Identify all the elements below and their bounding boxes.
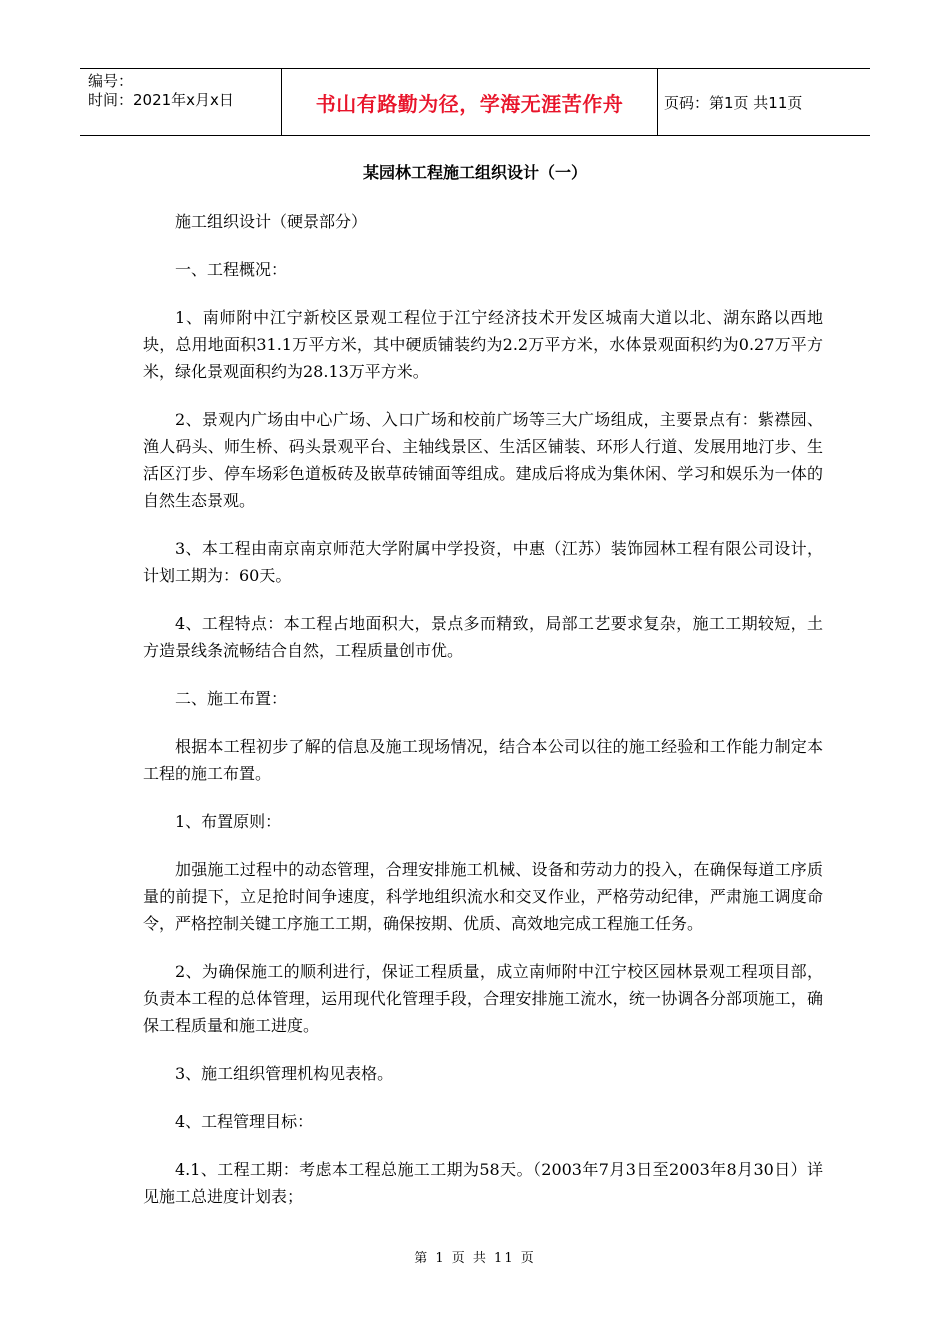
page-header — [80, 68, 870, 136]
document-title: 某园林工程施工组织设计（一） — [362, 163, 587, 182]
page-footer: 第 1 页 共 11 页 — [414, 1251, 536, 1266]
paragraph: 施工组织设计（硬景部分） — [175, 212, 368, 231]
paragraph: 二、施工布置： — [175, 689, 288, 708]
paragraph: 根据本工程初步了解的信息及施工现场情况，结合本公司以往的施工经验和工作能力制定本工程的施工布置。 — [143, 737, 823, 783]
header-page-info: 页码：第1页 共11页 — [664, 93, 803, 112]
paragraph: 一、工程概况： — [175, 260, 288, 279]
paragraph: 4.1、工程工期：考虑本工程总施工工期为58天。（2003年7月3日至2003年8月30日）详见施工总进度计划表； — [143, 1160, 823, 1206]
paragraph: 3、施工组织管理机构见表格。 — [175, 1064, 394, 1083]
paragraph: 3、本工程由南京南京师范大学附属中学投资，中惠（江苏）装饰园林工程有限公司设计，计划工期为：60天。 — [143, 539, 823, 585]
header-motto: 书山有路勤为径，学海无涯苦作舟 — [282, 69, 658, 135]
paragraph: 2、为确保施工的顺利进行，保证工程质量，成立南师附中江宁校区园林景观工程项目部，负责本工程的总体管理，运用现代化管理手段，合理安排施工流水，统一协调各分部项施工，确保工程质量和施工进度。 — [143, 962, 823, 1035]
date-label: 时间：2021年x月x日 — [88, 91, 234, 109]
code-label: 编号： — [88, 72, 134, 90]
paragraph: 4、工程特点：本工程占地面积大，景点多而精致，局部工艺要求复杂，施工工期较短，土方造景线条流畅结合自然，工程质量创市优。 — [143, 614, 823, 660]
paragraph: 加强施工过程中的动态管理，合理安排施工机械、设备和劳动力的投入，在确保每道工序质量的前提下，立足抢时间争速度，科学地组织流水和交叉作业，严格劳动纪律，严肃施工调度命令，严格控制关键工序施工工期，确保按期、优质、高效地完成工程施工任务。 — [143, 860, 823, 933]
header-meta — [80, 69, 282, 135]
paragraph: 4、工程管理目标： — [175, 1112, 314, 1131]
paragraph: 1、布置原则： — [175, 812, 282, 831]
document-body — [143, 208, 823, 1231]
paragraph: 2、景观内广场由中心广场、入口广场和校前广场等三大广场组成，主要景点有：紫襟园、渔人码头、师生桥、码头景观平台、主轴线景区、生活区铺装、环形人行道、发展用地汀步、生活区汀步、停车场彩色道板砖及嵌草砖铺面等组成。建成后将成为集休闲、学习和娱乐为一体的自然生态景观。 — [143, 410, 823, 510]
paragraph: 1、南师附中江宁新校区景观工程位于江宁经济技术开发区城南大道以北、湖东路以西地块，总用地面积31.1万平方米，其中硬质铺装约为2.2万平方米，水体景观面积约为0.27万平方米，绿化景观面积约为28.13万平方米。 — [143, 308, 823, 381]
